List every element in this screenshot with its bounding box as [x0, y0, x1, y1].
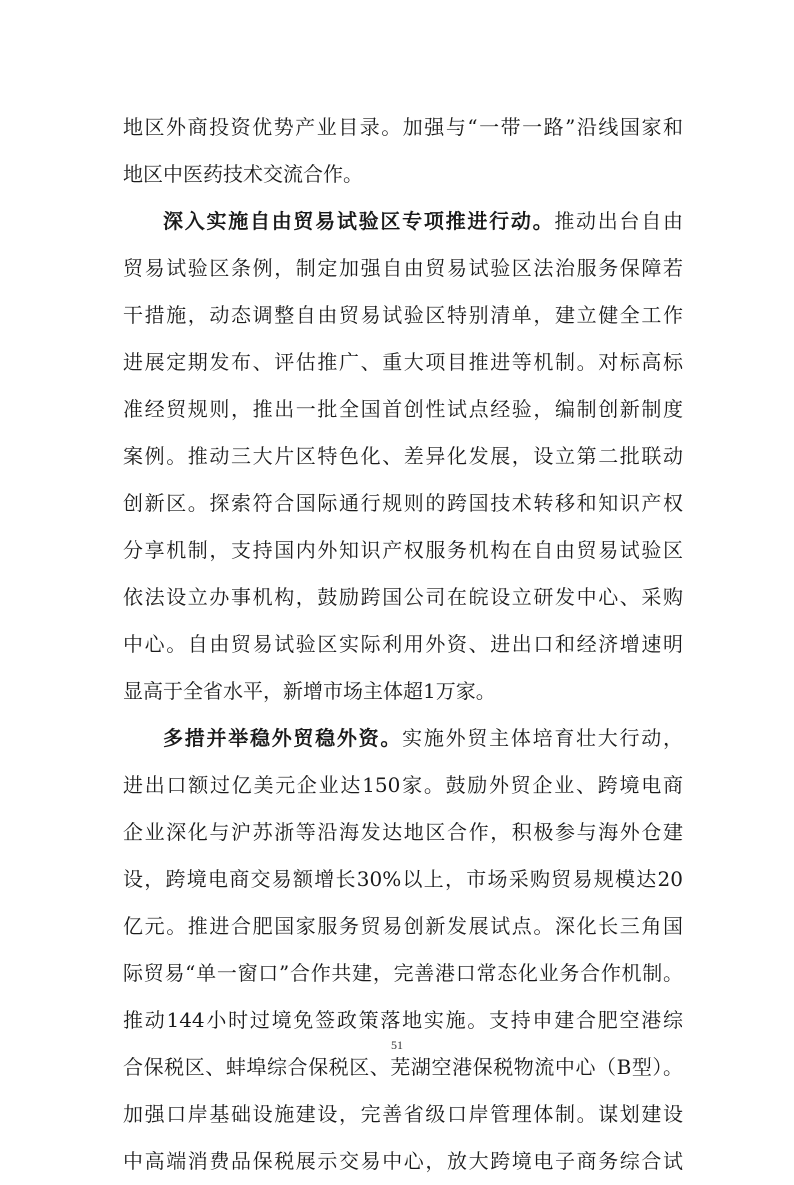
text-line: 贸易试验区条例，制定加强自由贸易试验区法治服务保障若 — [123, 256, 683, 280]
text-line: 加强口岸基础设施建设，完善省级口岸管理体制。谋划建设 — [123, 1102, 683, 1126]
section-heading: 深入实施自由贸易试验区专项推进行动。 — [163, 209, 555, 233]
text-line: 显高于全省水平，新增市场主体超1万家。 — [123, 679, 496, 703]
text-line: 地区中医药技术交流合作。 — [123, 162, 363, 186]
text-run: 实施外贸主体培育壮大行动， — [402, 726, 684, 750]
text-line: 进出口额过亿美元企业达150家。鼓励外贸企业、跨境电商 — [123, 773, 683, 797]
text-run: 推动出台自由 — [554, 209, 684, 233]
text-line: 准经贸规则，推出一批全国首创性试点经验，编制创新制度 — [123, 397, 683, 421]
text-line: 依法设立办事机构，鼓励跨国公司在皖设立研发中心、采购 — [123, 585, 683, 609]
section-heading: 多措并举稳外贸稳外资。 — [163, 726, 403, 750]
text-line: 推动144小时过境免签政策落地实施。支持申建合肥空港综 — [123, 1008, 683, 1032]
page-number: 51 — [391, 1038, 403, 1052]
text-line: 亿元。推进合肥国家服务贸易创新发展试点。深化长三角国 — [123, 914, 683, 938]
text-line: 案例。推动三大片区特色化、差异化发展，设立第二批联动 — [123, 444, 683, 468]
body-text — [123, 104, 683, 1185]
text-line: 设，跨境电商交易额增长30%以上，市场采购贸易规模达20 — [123, 867, 683, 891]
text-line: 进展定期发布、评估推广、重大项目推进等机制。对标高标 — [123, 350, 683, 374]
text-line: 中高端消费品保税展示交易中心，放大跨境电子商务综合试 — [123, 1149, 683, 1173]
text-line: 创新区。探索符合国际通行规则的跨国技术转移和知识产权 — [123, 491, 683, 515]
text-line: 企业深化与沪苏浙等沿海发达地区合作，积极参与海外仓建 — [123, 820, 683, 844]
text-line: 际贸易“单一窗口”合作共建，完善港口常态化业务合作机制。 — [123, 961, 683, 985]
paragraph-first-line — [123, 715, 683, 762]
text-line: 地区外商投资优势产业目录。加强与“一带一路”沿线国家和 — [123, 115, 683, 139]
paragraph-first-line — [123, 198, 683, 245]
text-line: 中心。自由贸易试验区实际利用外资、进出口和经济增速明 — [123, 632, 683, 656]
text-line: 分享机制，支持国内外知识产权服务机构在自由贸易试验区 — [123, 538, 683, 562]
text-line: 干措施，动态调整自由贸易试验区特别清单，建立健全工作 — [123, 303, 683, 327]
text-line: 合保税区、蚌埠综合保税区、芜湖空港保税物流中心（B型）。 — [123, 1055, 683, 1079]
